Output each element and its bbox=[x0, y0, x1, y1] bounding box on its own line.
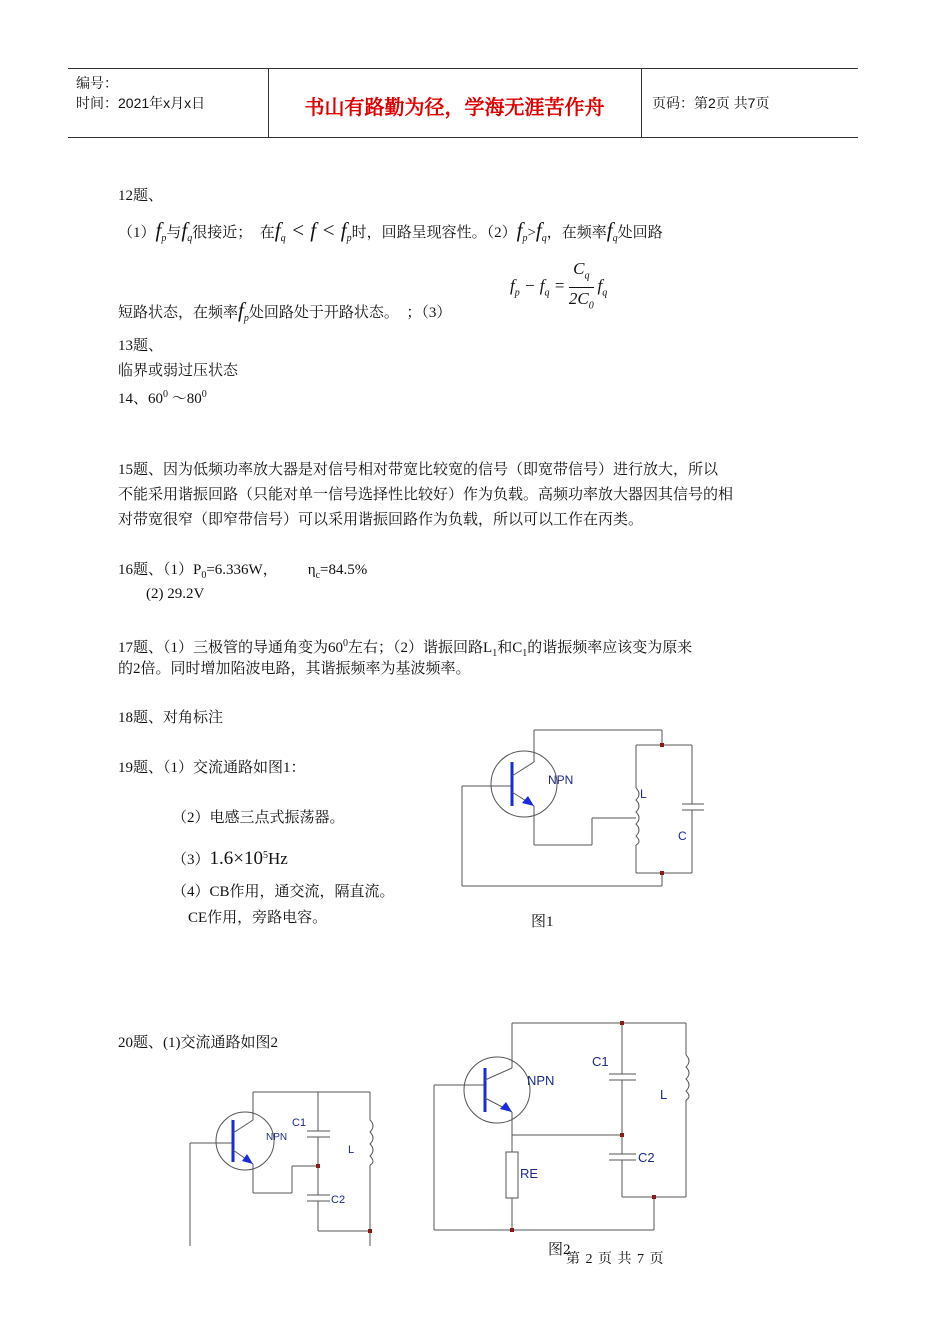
fig2-small-circuit bbox=[190, 1092, 373, 1246]
inductor-coil bbox=[370, 1120, 373, 1165]
fig1-caption: 图1 bbox=[531, 914, 554, 930]
header-motto: 书山有路勤为径，学海无涯苦作舟 bbox=[304, 95, 605, 119]
superscript: 0 bbox=[163, 389, 169, 400]
q19-title: 19题、（1）交流通路如图1： bbox=[118, 760, 306, 776]
fig2-large-re-label: RE bbox=[520, 1166, 539, 1181]
fig1-npn-label: NPN bbox=[548, 773, 574, 787]
q13-answer: 临界或弱过压状态 bbox=[118, 363, 239, 379]
text: 1.6×10 bbox=[209, 848, 263, 869]
node-dot bbox=[652, 1195, 656, 1199]
text: 与 bbox=[166, 225, 182, 241]
node-dot bbox=[620, 1133, 624, 1137]
text: ，在频率 bbox=[546, 225, 607, 241]
q12-formula: $f_p - f_q$ = $\frac{C_q}{2C_0}$ $f_q$ bbox=[510, 258, 607, 318]
text: =6.336W， bbox=[206, 562, 278, 578]
transistor-body bbox=[464, 1057, 530, 1123]
node-dot bbox=[510, 1228, 514, 1232]
math: f bbox=[274, 218, 281, 242]
text: 短路状态，在频率 bbox=[118, 305, 239, 321]
fig2-small-c2-label: C2 bbox=[331, 1194, 346, 1206]
text: =84.5% bbox=[320, 562, 368, 578]
node-dot bbox=[368, 1229, 372, 1233]
fig2-caption: 图2 bbox=[548, 1242, 571, 1258]
q15-line: 对带宽很窄（即窄带信号）可以采用谐振回路作为负载，所以可以工作在丙类。 bbox=[118, 512, 644, 528]
q18-text: 18题、对角标注 bbox=[118, 710, 224, 726]
fig2-large-l-label: L bbox=[660, 1087, 668, 1102]
fig2-large-c2-label: C2 bbox=[638, 1150, 655, 1165]
text: Hz bbox=[267, 849, 288, 868]
math: f bbox=[606, 218, 613, 242]
text: 14、60 bbox=[118, 391, 164, 407]
superscript: 0 bbox=[343, 638, 349, 649]
fig1-circuit bbox=[462, 730, 704, 886]
doc-number-label: 编号： bbox=[76, 75, 118, 91]
subscript: 1 bbox=[492, 648, 498, 659]
subscript: 1 bbox=[522, 648, 528, 659]
q12-line1: $(1)f_p$与$f_q$很接近； 在$f_q < f < f_p$时，回路呈现容性。$(2)f_p>f_q$，在频率$f_q$处回路 bbox=[118, 218, 663, 244]
page-footer: 第 2 页 共 7 页 bbox=[566, 1252, 665, 1267]
text: （1） bbox=[118, 225, 156, 241]
fig2-large-npn-label: NPN bbox=[527, 1073, 555, 1088]
transistor-collector bbox=[485, 1068, 512, 1080]
fig2-large-circuit bbox=[434, 1023, 689, 1230]
text: 的谐振频率应该变为原来 bbox=[527, 640, 693, 656]
text: ～80 bbox=[168, 391, 202, 407]
q12-line3: 短路状态，在频率$f_p$处回路处于开路状态。 ；（3） bbox=[118, 298, 452, 324]
header-page-info: 页码：第2页 共7页 bbox=[652, 95, 770, 111]
q13-title: 13题、 bbox=[118, 338, 164, 354]
text: 16题、（1）P bbox=[118, 562, 202, 578]
q19-answer-4: （4）CB作用，通交流，隔直流。 bbox=[172, 884, 395, 900]
node-dot bbox=[620, 1021, 624, 1025]
q19-answer-4b: CE作用，旁路电容。 bbox=[188, 910, 328, 926]
text: （3） bbox=[172, 852, 210, 868]
math: > bbox=[527, 225, 536, 241]
text: η bbox=[307, 562, 316, 578]
emitter-arrow bbox=[522, 796, 534, 806]
subscript: 0 bbox=[201, 570, 207, 581]
q16-line2: (2) 29.2V bbox=[146, 586, 205, 602]
text: 时，回路呈现容性。（2） bbox=[351, 225, 517, 241]
text: 17题、（1）三极管的导通角变为60 bbox=[118, 640, 344, 656]
fig2-small-c1-label: C1 bbox=[292, 1117, 307, 1129]
math: < f < f bbox=[285, 218, 347, 242]
fig1-inductor-label: L bbox=[640, 787, 647, 801]
superscript: 0 bbox=[201, 389, 207, 400]
math: f bbox=[535, 218, 542, 242]
text: 处回路 bbox=[617, 225, 663, 241]
subscript: c bbox=[315, 570, 321, 581]
fig2-small-npn-label: NPN bbox=[266, 1132, 288, 1143]
doc-time-label: 时间：2021年x月x日 bbox=[76, 95, 206, 111]
resistor-re bbox=[506, 1152, 518, 1198]
math: f bbox=[516, 218, 523, 242]
q20-title: 20题、(1)交流通路如图2 bbox=[118, 1035, 278, 1051]
math: f bbox=[238, 298, 244, 322]
q17-line2: 的2倍。同时增加陷波电路，其谐振频率为基波频率。 bbox=[118, 661, 471, 677]
fig1-capacitor-label: C bbox=[678, 829, 687, 843]
fraction: $\frac{C_q}{2C_0}$ bbox=[568, 259, 594, 312]
q15-line: 15题、因为低频功率放大器是对信号相对带宽比较宽的信号（即宽带信号）进行放大，所以 bbox=[118, 462, 719, 478]
inductor-coil bbox=[686, 1055, 689, 1100]
q19-answer-2: （2）电感三点式振荡器。 bbox=[172, 810, 345, 826]
math: f bbox=[155, 218, 162, 242]
fig2-large-c1-label: C1 bbox=[592, 1054, 609, 1069]
node-dot bbox=[660, 871, 664, 875]
transistor-collector bbox=[512, 762, 534, 776]
inductor-coil bbox=[636, 788, 639, 845]
emitter-arrow bbox=[242, 1154, 253, 1164]
emitter-arrow bbox=[500, 1102, 512, 1112]
fig2-small-l-label: L bbox=[348, 1144, 355, 1156]
text: 左右；（2）谐振回路L bbox=[348, 640, 493, 656]
superscript: 5 bbox=[262, 850, 268, 861]
node-dot bbox=[660, 743, 664, 747]
text: 很接近； 在 bbox=[192, 225, 275, 241]
q15-line: 不能采用谐振回路（只能对单一信号选择性比较好）作为负载。高频功率放大器因其信号的相 bbox=[118, 487, 734, 503]
transistor-collector bbox=[233, 1120, 253, 1133]
q12-title: 12题、 bbox=[118, 188, 164, 204]
text: 处回路处于开路状态。 ；（3） bbox=[248, 305, 452, 321]
node-dot bbox=[316, 1164, 320, 1168]
math: f bbox=[181, 218, 188, 242]
text: 和C bbox=[497, 640, 523, 656]
